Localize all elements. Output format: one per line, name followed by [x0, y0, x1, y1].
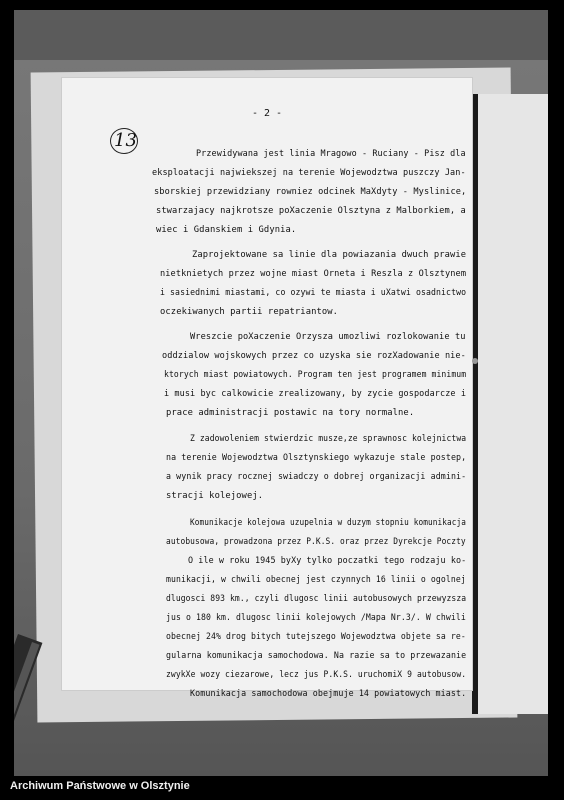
text-line: oddzialow wojskowych przez co uzyska sie rozXadowanie nie- [162, 351, 466, 361]
archive-footer: Archiwum Państwowe w Olsztynie [10, 780, 190, 792]
text-line: obecnej 24% drog bitych tutejszego Wojewodztwa objete sa re- [166, 632, 466, 642]
text-line: nietknietych przez wojne miast Orneta i Reszla z Olsztynem [160, 269, 467, 279]
page-number: - 2 - [251, 108, 283, 119]
text-line: Przewidywana jest linia Mragowo - Ruciany - Pisz dla [196, 149, 466, 159]
text-line: wiec i Gdanskiem i Gdynia. [156, 225, 297, 235]
text-line: gularna komunikacja samochodowa. Na razie sa to przewazanie [166, 651, 467, 661]
text-line: Zaprojektowane sa linie dla powiazania dwuch prawie [192, 250, 467, 260]
text-line: i sasiednimi miastami, co ozywi te miasta i uXatwi osadnictwo [160, 288, 467, 298]
scan-area [14, 10, 548, 776]
text-line: munikacji, w chwili obecnej jest czynnych 16 linii o ogolnej [166, 575, 466, 585]
handwritten-page-number: 13 [114, 130, 137, 151]
text-line: prace administracji postawic na tory normalne. [166, 408, 415, 418]
text-line: jus o 180 km. dlugosc linii kolejowych /Mapa Nr.3/. W chwili [166, 613, 466, 623]
text-line: eksploatacji najwiekszej na terenie Wojewodztwa puszczy Jan- [152, 168, 466, 178]
text-line: oczekiwanych partii repatriantow. [160, 307, 339, 317]
text-line: stracji kolejowej. [166, 491, 264, 501]
text-line: sborskiej przewidziany rowniez odcinek MaXdyty - Myslinice, [154, 187, 467, 197]
document-page [62, 78, 472, 699]
text-line: O ile w roku 1945 byXy tylko poczatki tego rodzaju ko- [188, 556, 467, 566]
text-line: na terenie Wojewodztwa Olsztynskiego wykazuje stale postep, [166, 453, 467, 463]
text-line: stwarzajacy najkrotsze poXaczenie Olsztyna z Malborkiem, a [156, 206, 466, 216]
adjacent-page [472, 94, 548, 714]
text-line: ktorych miast powiatowych. Program ten jest programem minimum [164, 370, 467, 380]
text-line: dlugosci 893 km., czyli dlugosc linii autobusowych przewyzsza [166, 594, 467, 604]
text-line: autobusowa, prowadzona przez P.K.S. oraz przez Dyrekcje Poczty [166, 537, 466, 547]
text-line: Wreszcie poXaczenie Orzysza umozliwi rozlokowanie tu [190, 332, 466, 342]
margin-mark [472, 358, 478, 364]
text-line: Komunikacje kolejowa uzupelnia w duzym stopniu komunikacja [190, 518, 467, 528]
text-line: zwykXe wozy ciezarowe, lecz jus P.K.S. uruchomiX 9 autobusow. [166, 670, 467, 680]
text-line: Komunikacja samochodowa obejmuje 14 powiatowych miast. [190, 689, 467, 699]
text-line: i musi byc calkowicie zrealizowany, by zycie gospodarcze i [164, 389, 467, 399]
text-line: Z zadowoleniem stwierdzic musze,ze sprawnosc kolejnictwa [190, 434, 467, 444]
text-line: a wynik pracy rocznej swiadczy o dobrej organizacji admini- [166, 472, 467, 482]
